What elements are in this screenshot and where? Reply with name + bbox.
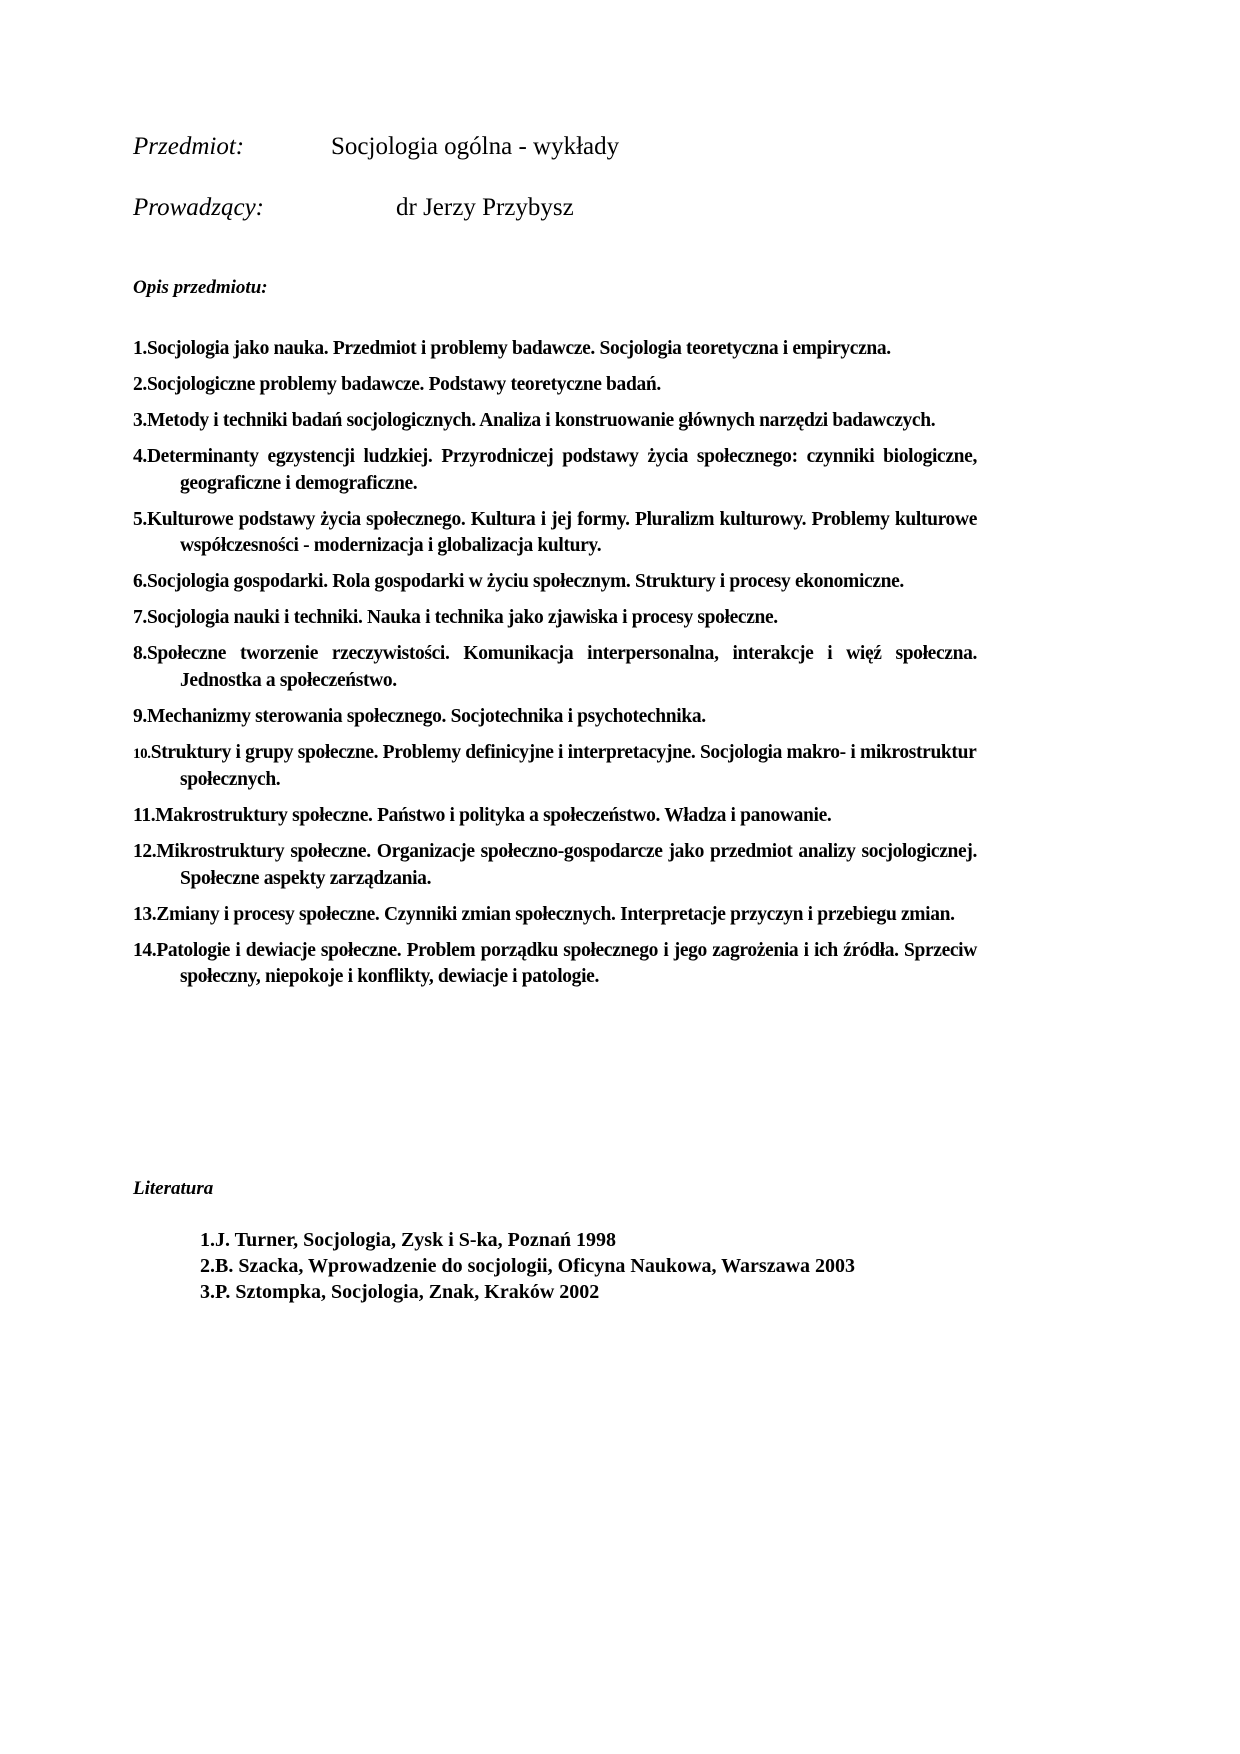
topic-item: 13.Zmiany i procesy społeczne. Czynniki zmian społecznych. Interpretacje przyczyn i przebiegu zmian. xyxy=(133,903,955,925)
topic-item: 7.Socjologia nauki i techniki. Nauka i technika jako zjawiska i procesy społeczne. xyxy=(133,607,778,628)
topics-list xyxy=(133,336,977,1000)
topic-item: 5.Kulturowe podstawy życia społecznego. Kultura i jej formy. Pluralizm kulturowy. Problemy kulturowe współczesności - modernizacja i globalizacja kultury. xyxy=(133,508,977,556)
topic-item: 9.Mechanizmy sterowania społecznego. Socjotechnika i psychotechnika. xyxy=(133,705,706,727)
literature-item: 3.P. Sztompka, Socjologia, Znak, Kraków 2002 xyxy=(200,1281,600,1303)
literature-item: 1.J. Turner, Socjologia, Zysk i S-ka, Poznań 1998 xyxy=(200,1229,617,1251)
literature-item: 2.B. Szacka, Wprowadzenie do socjologii, Oficyna Naukowa, Warszawa 2003 xyxy=(200,1255,856,1277)
subject-value: Socjologia ogólna - wykłady xyxy=(331,133,620,160)
topic-item: 6.Socjologia gospodarki. Rola gospodarki w życiu społecznym. Struktury i procesy ekonomiczne. xyxy=(133,571,904,592)
topic-item: 10.Struktury i grupy społeczne. Problemy definicyjne i interpretacyjne. Socjologia makro- i mikrostruktur społecznych. xyxy=(133,741,977,790)
topic-item: 3.Metody i techniki badań socjologicznych. Analiza i konstruowanie głównych narzędzi badawczych. xyxy=(133,410,936,431)
literature-list xyxy=(200,1227,855,1305)
lecturer-label: Prowadzący: xyxy=(133,194,264,221)
description-heading: Opis przedmiotu: xyxy=(133,277,268,298)
topic-item: 11.Makrostruktury społeczne. Państwo i polityka a społeczeństwo. Władza i panowanie. xyxy=(133,805,832,826)
subject-label: Przedmiot: xyxy=(133,133,245,160)
lecturer-value: dr Jerzy Przybysz xyxy=(396,194,574,221)
topic-item: 1.Socjologia jako nauka. Przedmiot i problemy badawcze. Socjologia teoretyczna i empiryczna. xyxy=(133,338,891,359)
literature-heading: Literatura xyxy=(133,1178,214,1199)
topic-item: 12.Mikrostruktury społeczne. Organizacje społeczno-gospodarcze jako przedmiot analizy socjologicznej. Społeczne aspekty zarządzania. xyxy=(133,841,977,889)
topic-item: 14.Patologie i dewiacje społeczne. Problem porządku społecznego i jego zagrożenia i ich źródła. Sprzeciw społeczny, niepokoje i konflikty, dewiacje i patologie. xyxy=(133,939,977,987)
topic-item: 2.Socjologiczne problemy badawcze. Podstawy teoretyczne badań. xyxy=(133,374,661,395)
topic-item: 8.Społeczne tworzenie rzeczywistości. Komunikacja interpersonalna, interakcje i więź społeczna. Jednostka a społeczeństwo. xyxy=(133,643,977,691)
topic-item: 4.Determinanty egzystencji ludzkiej. Przyrodniczej podstawy życia społecznego: czynniki biologiczne, geograficzne i demograficzne. xyxy=(133,446,977,494)
